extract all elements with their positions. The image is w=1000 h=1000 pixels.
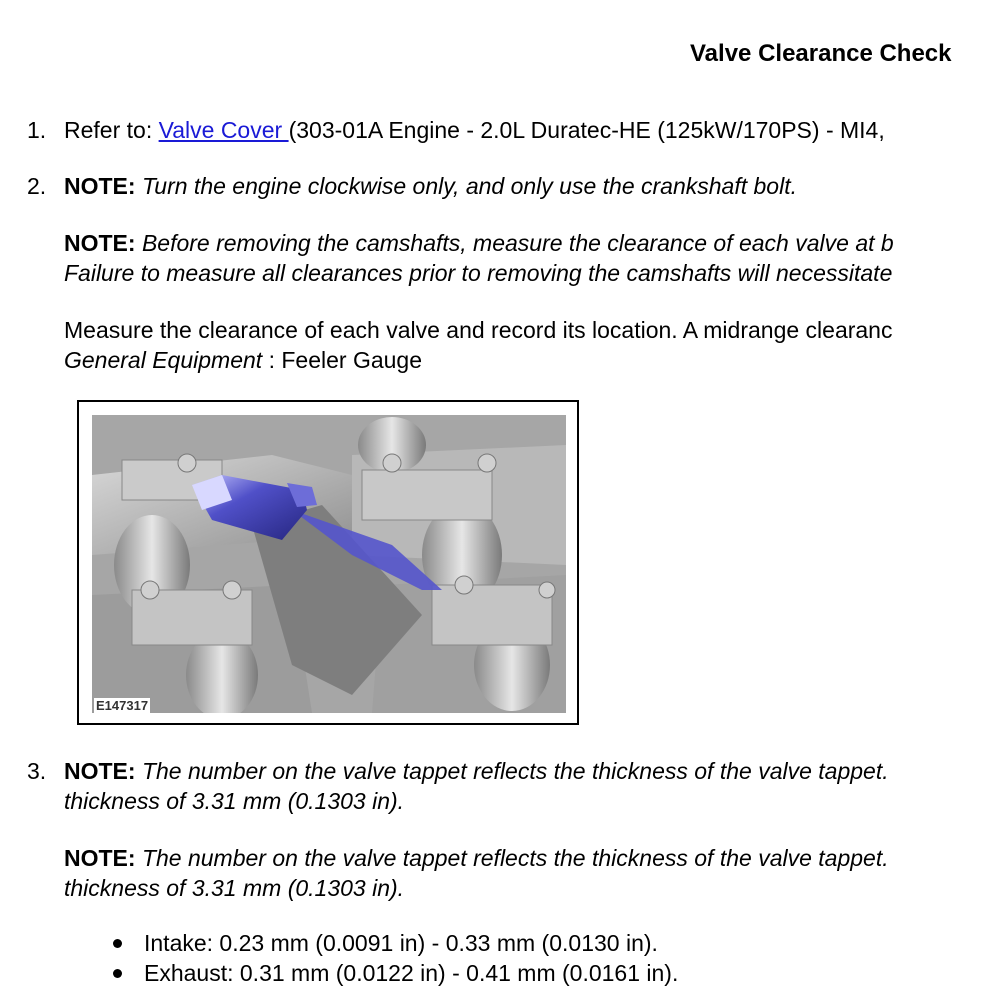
equipment-label: General Equipment: [64, 347, 263, 373]
step-3-number: 3.: [27, 758, 47, 784]
valve-cover-link[interactable]: Valve Cover: [158, 117, 289, 143]
equipment-separator: :: [262, 347, 282, 373]
refer-to-detail: (303-01A Engine - 2.0L Duratec-HE (125kW/170PS) - MI4,: [288, 117, 885, 143]
note-text: Turn the engine clockwise only, and only use the crankshaft bolt.: [141, 173, 797, 199]
step-3-note-2-line-2: thickness of 3.31 mm (0.1303 in).: [64, 875, 405, 901]
bullet-icon: [113, 969, 122, 978]
general-equipment: [64, 345, 422, 375]
refer-to-label: Refer to:: [64, 117, 159, 143]
note-label: NOTE:: [64, 230, 136, 256]
step-2-note-2-line-2: Failure to measure all clearances prior to removing the camshafts will necessitate: [64, 260, 893, 286]
step-3-note-1-line-2: thickness of 3.31 mm (0.1303 in).: [64, 788, 405, 814]
figure-feeler-gauge: [77, 400, 579, 725]
spec-exhaust: Exhaust: 0.31 mm (0.0122 in) - 0.41 mm (0.0161 in).: [144, 960, 679, 986]
step-2-note-1: [64, 171, 797, 201]
bullet-icon: [113, 939, 122, 948]
note-label: NOTE:: [64, 173, 136, 199]
step-3-note-1: [64, 756, 889, 786]
step-1-text: [64, 115, 885, 145]
step-2-number: 2.: [27, 173, 47, 199]
page-title: Valve Clearance Check: [690, 40, 952, 67]
note-text: The number on the valve tappet reflects the thickness of the valve tappet.: [141, 758, 889, 784]
spec-intake: Intake: 0.23 mm (0.0091 in) - 0.33 mm (0.0130 in).: [144, 930, 658, 956]
note-label: NOTE:: [64, 845, 136, 871]
step-2-instruction: Measure the clearance of each valve and record its location. A midrange clearanc: [64, 317, 893, 343]
figure-caption: E147317: [96, 698, 149, 713]
equipment-value: Feeler Gauge: [281, 347, 422, 373]
step-1-number: 1.: [27, 117, 47, 143]
note-text: The number on the valve tappet reflects the thickness of the valve tappet.: [141, 845, 889, 871]
note-label: NOTE:: [64, 758, 136, 784]
engine-illustration: [92, 415, 566, 713]
step-3-note-2: [64, 843, 889, 873]
note-text: Before removing the camshafts, measure the clearance of each valve at b: [141, 230, 894, 256]
step-2-note-2: [64, 228, 894, 258]
